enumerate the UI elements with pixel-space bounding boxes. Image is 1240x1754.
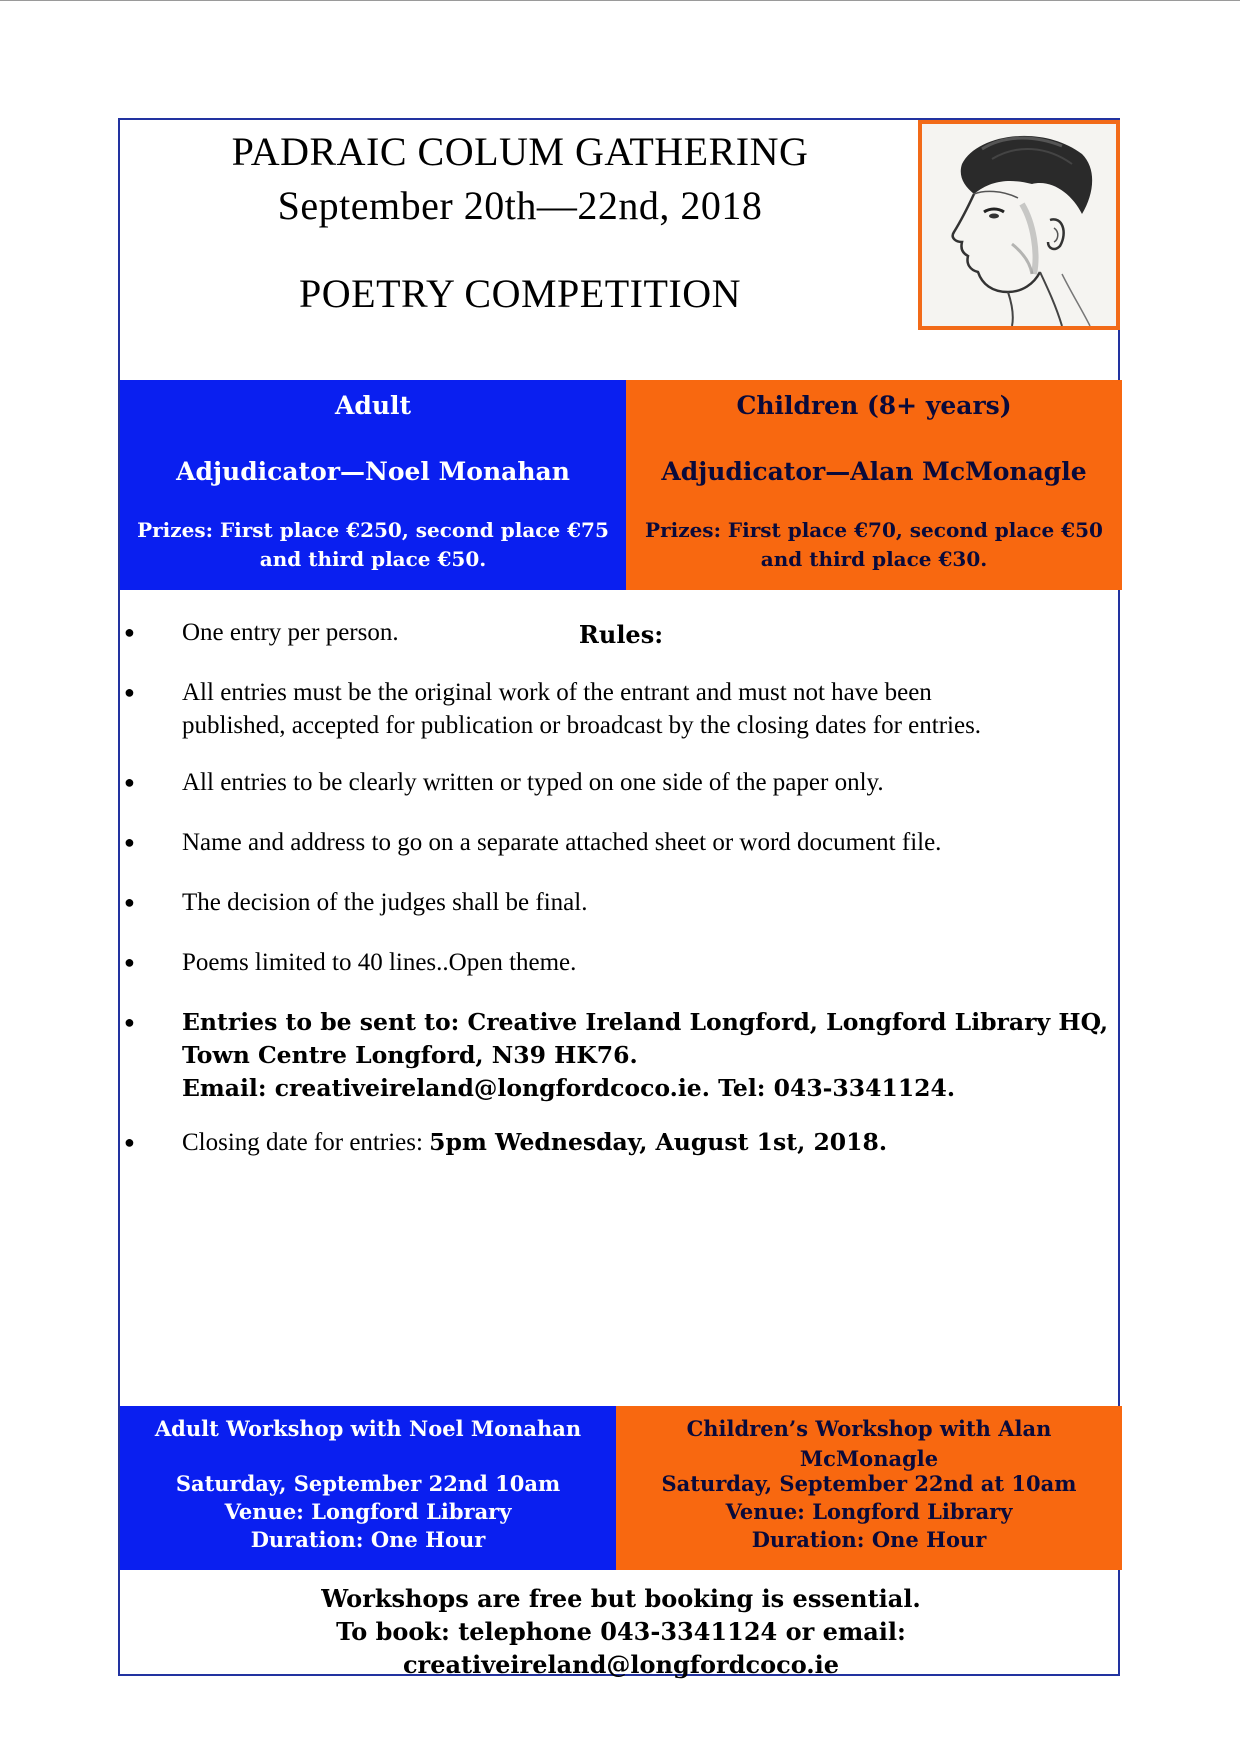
bullet-icon: ● xyxy=(124,952,135,972)
bullet-icon: ● xyxy=(124,682,135,702)
bullet-icon: ● xyxy=(124,892,135,912)
bullet-icon: ● xyxy=(124,1012,135,1032)
children-workshop-venue: Venue: Longford Library xyxy=(725,1499,1013,1524)
children-prizes-line2: and third place €30. xyxy=(760,547,988,571)
children-category-title: Children (8+ years) xyxy=(736,391,1012,420)
adult-adjudicator: Adjudicator—Noel Monahan xyxy=(176,457,570,486)
adult-category xyxy=(120,380,626,590)
children-workshop-details xyxy=(616,1470,1122,1554)
event-title: PADRAIC COLUM GATHERING xyxy=(231,129,809,174)
competition-categories xyxy=(120,380,1122,590)
adult-workshop-title: Adult Workshop with Noel Monahan xyxy=(154,1416,582,1441)
competition-title: POETRY COMPETITION xyxy=(299,271,741,316)
children-prizes xyxy=(626,516,1122,574)
adult-workshop-details xyxy=(120,1470,616,1554)
children-workshop-date: Saturday, September 22nd at 10am xyxy=(661,1471,1077,1496)
children-workshop-duration: Duration: One Hour xyxy=(751,1527,987,1552)
booking-note: Workshops are free but booking is essential. xyxy=(321,1584,921,1613)
children-prizes-line1: Prizes: First place €70, second place €50 xyxy=(645,518,1103,542)
page-top-rule xyxy=(0,0,1240,1)
adult-workshop-duration: Duration: One Hour xyxy=(250,1527,486,1552)
bullet-icon: ● xyxy=(124,772,135,792)
entries-email: Email: creativeireland@longfordcoco.ie. Tel: 043-3341124. xyxy=(182,1074,956,1102)
adult-workshop-venue: Venue: Longford Library xyxy=(224,1499,512,1524)
children-adjudicator: Adjudicator—Alan McMonagle xyxy=(661,457,1087,486)
bullet-icon: ● xyxy=(124,622,135,642)
rules-heading: Rules: xyxy=(578,620,664,649)
workshops xyxy=(120,1406,1122,1570)
adult-prizes-line2: and third place €50. xyxy=(259,547,487,571)
children-workshop-title: Children’s Workshop with Alan McMonagle xyxy=(686,1416,1052,1471)
booking-footer xyxy=(120,1582,1122,1681)
adult-category-title: Adult xyxy=(334,391,412,420)
bullet-icon: ● xyxy=(124,1132,135,1152)
booking-contact: To book: telephone 043-3341124 or email: creativeireland@longfordcoco.ie xyxy=(336,1617,906,1679)
children-workshop xyxy=(616,1406,1122,1570)
poet-portrait xyxy=(918,120,1120,330)
portrait-sketch-icon xyxy=(922,124,1116,326)
adult-workshop xyxy=(120,1406,616,1570)
adult-workshop-date: Saturday, September 22nd 10am xyxy=(175,1471,561,1496)
children-category xyxy=(626,380,1122,590)
poster-frame: PADRAIC COLUM GATHERING September 20th—22nd, 2018 POETRY COMPETITION Adult Adjudicator—Noel Monahan Prizes: First place €250, second place €75 and third place €50. Children (8+ years) Adjudicator—Alan McMonagle Prizes: First place €70, second place €50 and third place €30. Rules: ● One entry per person. ● All entries must be the original work of the entrant and must not have been published, accepted for publication or broadcast by the closing dates for entries. ● All entries to be clearly written or typed on one side of the paper only. ● Name and address to go on a separate attached sheet or word document file. ● The decision of the judges shall be final. ● Poems limited to 40 lines..Open theme. ● Entries to be sent to: Creative Ireland Longford, Longford Library HQ, Town Centre Longford, N39 HK76. Email: creativeireland@longfordcoco.ie. Tel: 043-3341124. ● Closing date for entries: 5pm Wednesday, August 1st, 2018. Adult Workshop with Noel Monahan Saturday, September 22nd 10am Venue: Longford Library Duration: One Hour Children’s Workshop with Alan McMonagle Saturday, September 22nd at 10am Venue: Longford Library Duration: One Hour Workshops are free but booking is essential. To book: telephone 043-3341124 or email: creativeireland@longfordcoco.ie xyxy=(118,118,1120,1676)
adult-prizes xyxy=(120,516,626,574)
adult-prizes-line1: Prizes: First place €250, second place €75 xyxy=(137,518,609,542)
poster-header xyxy=(120,120,1122,382)
closing-date: 5pm Wednesday, August 1st, 2018. xyxy=(429,1128,888,1156)
event-dates: September 20th—22nd, 2018 xyxy=(277,183,763,228)
bullet-icon: ● xyxy=(124,832,135,852)
